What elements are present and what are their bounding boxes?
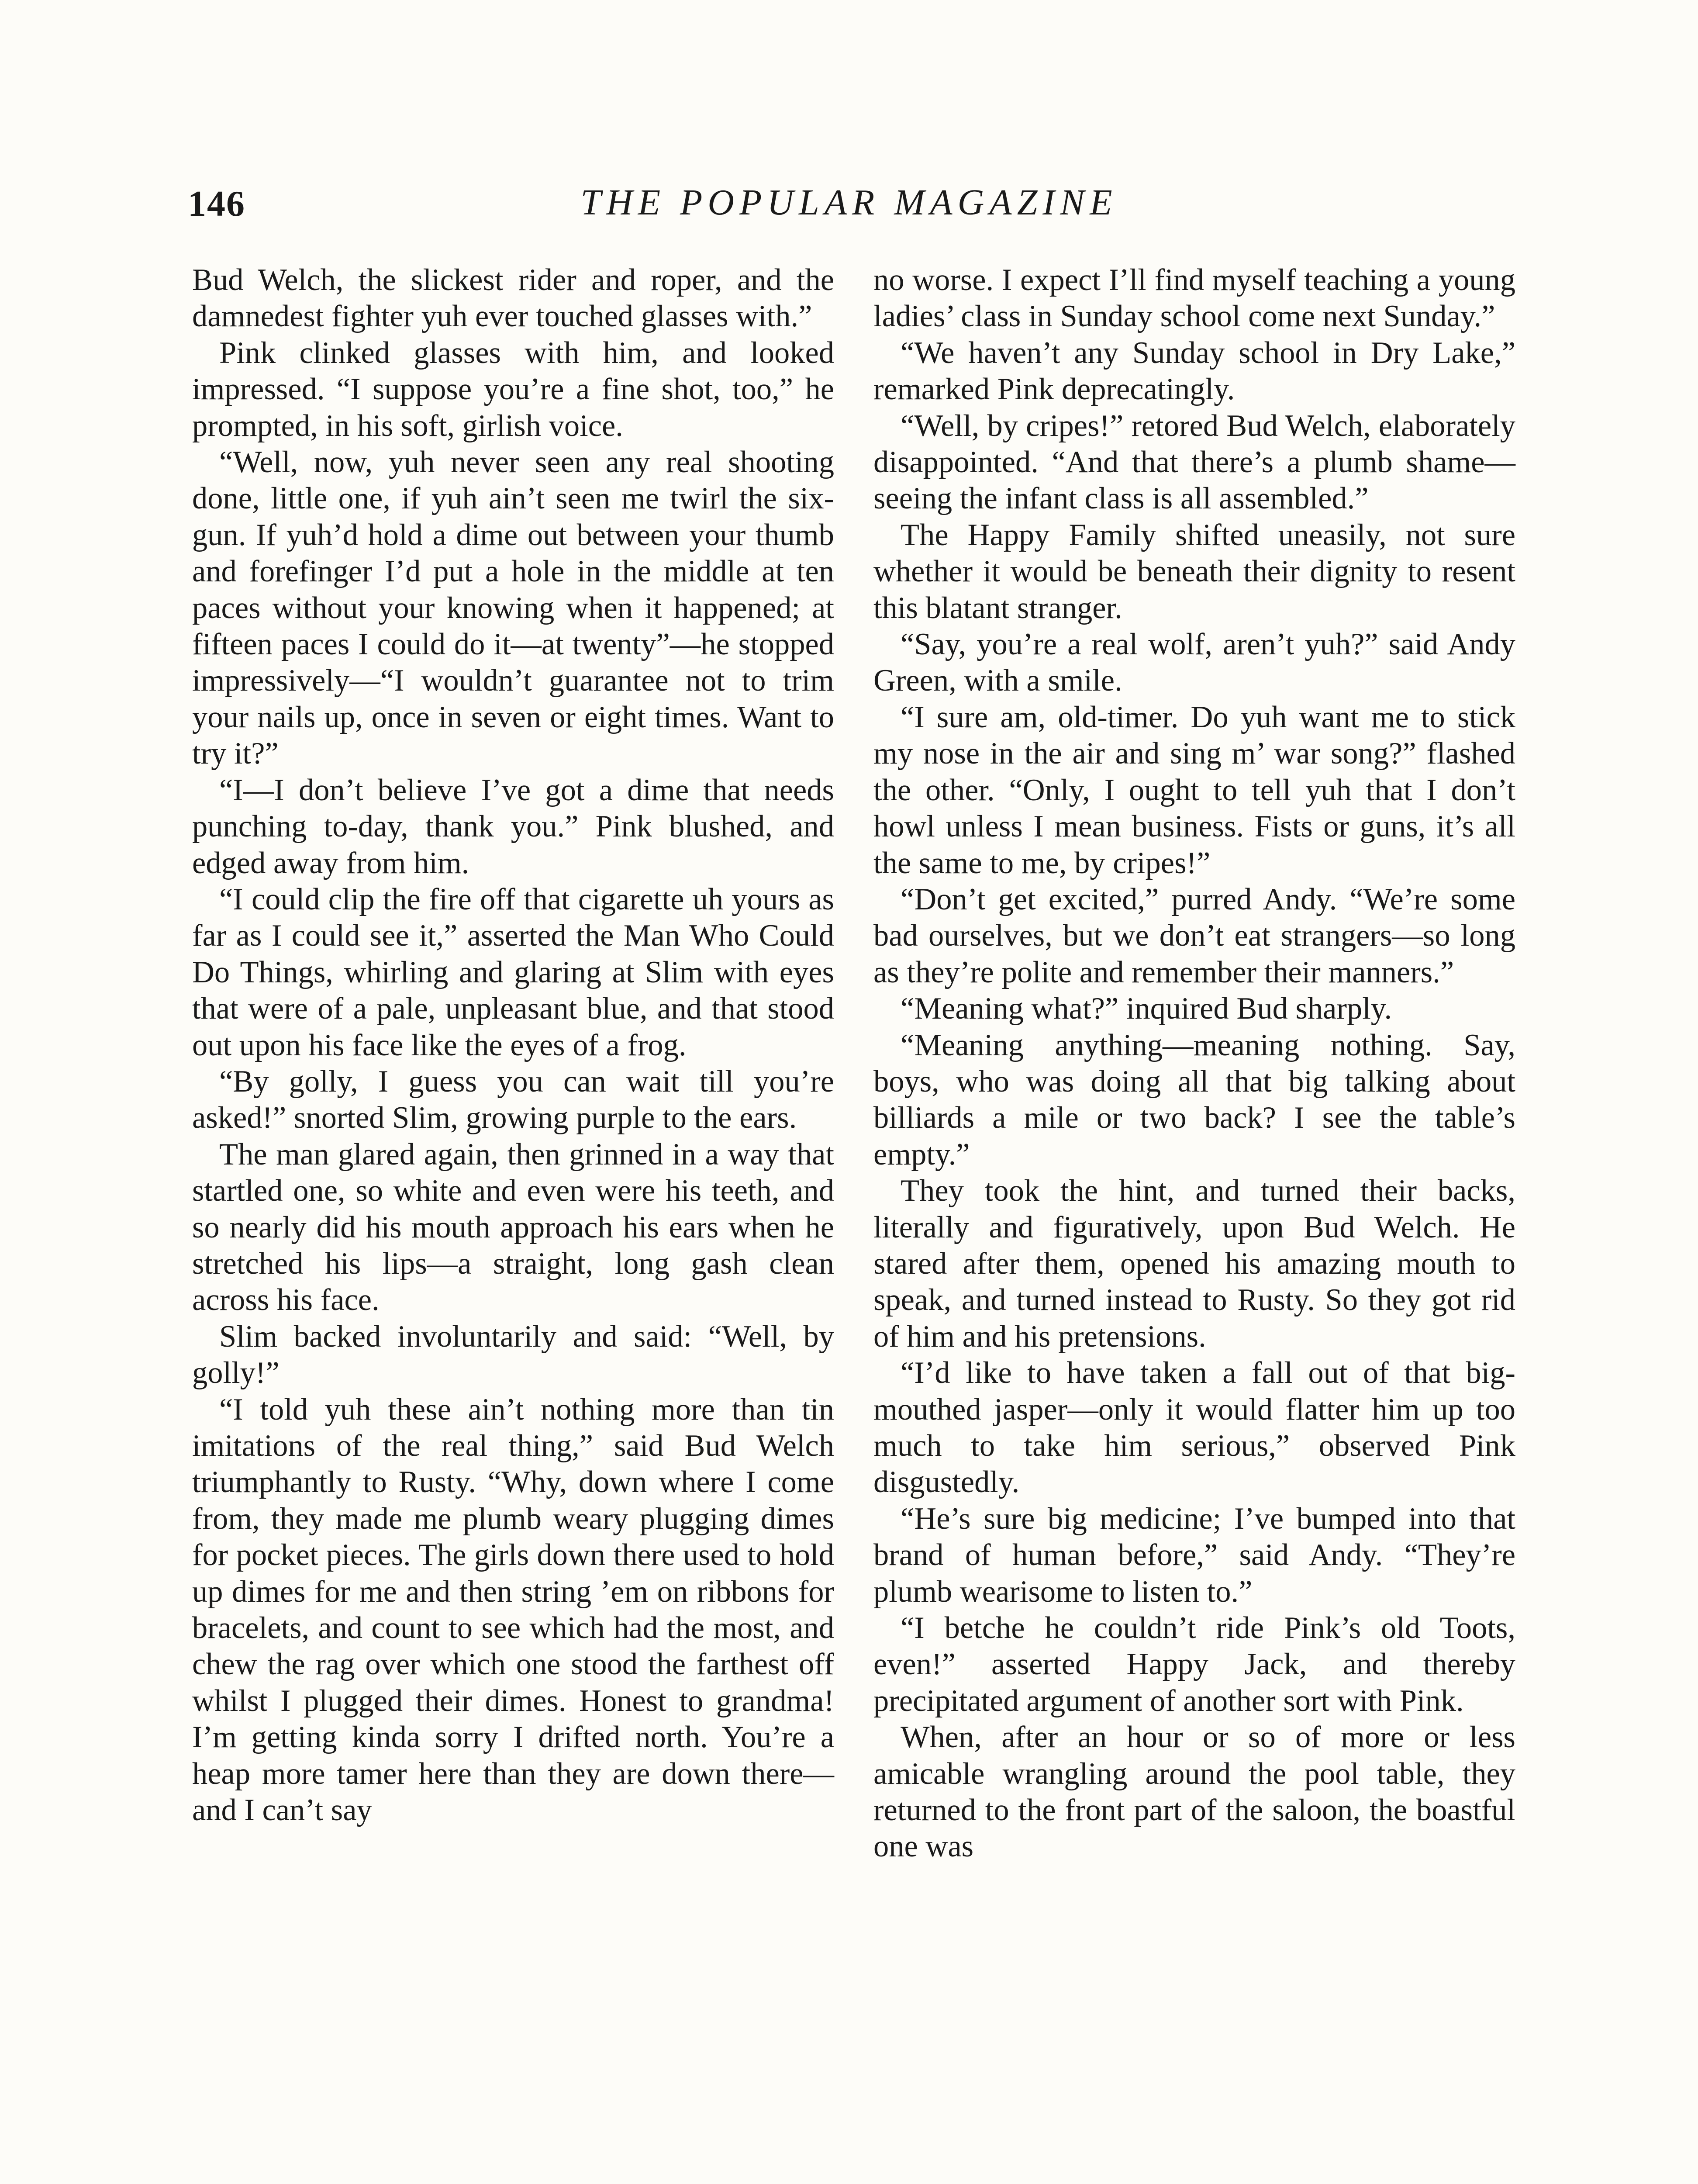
paragraph: “I told yuh these ain’t nothing more than tin imitations of the real thing,” said Bud Welch triumphantly to Rusty. “Why, down where I come from, they made me plumb weary plugging dimes for pocket pieces. The girls down there used to hold up dimes for me and then string ’em on ribbons for bracelets, and count to see which had the most, and chew the rag over which one stood the farthest off whilst I plugged their dimes. Honest to grandma! I’m getting kinda sorry I drifted north. You’re a heap more tamer here than they are down there—and I can’t say (192, 1392, 834, 1828)
left-column (192, 262, 834, 1828)
paragraph: “Meaning anything—meaning nothing. Say, boys, who was doing all that big talking about billiards a mile or two back? I see the table’s empty.” (873, 1028, 1515, 1171)
running-head: THE POPULAR MAGAZINE (580, 182, 1118, 223)
paragraph: “Meaning what?” inquired Bud sharply. (901, 992, 1392, 1026)
paragraph: “Well, by cripes!” retored Bud Welch, elaborately disappointed. “And that there’s a plumb shame—seeing the infant class is all assembled.” (873, 408, 1515, 516)
paragraph: Pink clinked glasses with him, and looked impressed. “I suppose you’re a fine shot, too,” he prompted, in his soft, girlish voice. (192, 335, 834, 443)
paragraph: When, after an hour or so of more or less amicable wrangling around the pool table, they returned to the front part of the saloon, the boastful one was (873, 1720, 1515, 1864)
paragraph: They took the hint, and turned their backs, literally and figuratively, upon Bud Welch. He stared after them, opened his amazing mouth to speak, and turned instead to Rusty. So they got rid of him and his pretensions. (873, 1174, 1515, 1354)
paragraph: The Happy Family shifted uneasily, not sure whether it would be beneath their dignity to resent this blatant stranger. (873, 518, 1515, 625)
paragraph: “I could clip the fire off that cigarette uh yours as far as I could see it,” asserted the Man Who Could Do Things, whirling and glaring at Slim with eyes that were of a pale, unpleasant blue, and that stood out upon his face like the eyes of a frog. (192, 882, 834, 1062)
paragraph: “I—I don’t believe I’ve got a dime that needs punching to-day, thank you.” Pink blushed, and edged away from him. (192, 773, 834, 880)
paragraph: “He’s sure big medicine; I’ve bumped into that brand of human before,” said Andy. “They’re plumb wearisome to listen to.” (873, 1501, 1515, 1609)
paragraph: “We haven’t any Sunday school in Dry Lake,” remarked Pink deprecatingly. (873, 335, 1515, 407)
paragraph: no worse. I expect I’ll find myself teaching a young ladies’ class in Sunday school come next Sunday.” (873, 263, 1515, 334)
page-number: 146 (188, 183, 245, 224)
paragraph: Slim backed involuntarily and said: “Well, by golly!” (192, 1319, 834, 1390)
paragraph: “I betche he couldn’t ride Pink’s old Toots, even!” asserted Happy Jack, and thereby precipitated argument of another sort with Pink. (873, 1611, 1515, 1718)
paragraph: “By golly, I guess you can wait till you’re asked!” snorted Slim, growing purple to the ears. (192, 1064, 834, 1135)
paragraph: “Well, now, yuh never seen any real shooting done, little one, if yuh ain’t seen me twirl the six-gun. If yuh’d hold a dime out between your thumb and forefinger I’d put a hole in the middle at ten paces without your knowing when it happened; at fifteen paces I could do it—at twenty”—he stopped impressively—“I wouldn’t guarantee not to trim your nails up, once in seven or eight times. Want to try it?” (192, 445, 834, 771)
paragraph: “I sure am, old-timer. Do yuh want me to stick my nose in the air and sing m’ war song?” flashed the other. “Only, I ought to tell yuh that I don’t howl unless I mean business. Fists or guns, it’s all the same to me, by cripes!” (873, 700, 1515, 880)
right-column (873, 262, 1515, 1865)
paragraph: “Don’t get excited,” purred Andy. “We’re some bad ourselves, but we don’t eat strangers—so long as they’re polite and remember their manners.” (873, 882, 1515, 989)
paragraph: Bud Welch, the slickest rider and roper, and the damnedest fighter yuh ever touched glasses with.” (192, 263, 834, 334)
paragraph: The man glared again, then grinned in a way that startled one, so white and even were his teeth, and so nearly did his mouth approach his ears when he stretched his lips—a straight, long gash clean across his face. (192, 1137, 834, 1317)
paragraph: “I’d like to have taken a fall out of that big-mouthed jasper—only it would flatter him up too much to take him serious,” observed Pink disgustedly. (873, 1356, 1515, 1500)
paragraph: “Say, you’re a real wolf, aren’t yuh?” said Andy Green, with a smile. (873, 627, 1515, 698)
